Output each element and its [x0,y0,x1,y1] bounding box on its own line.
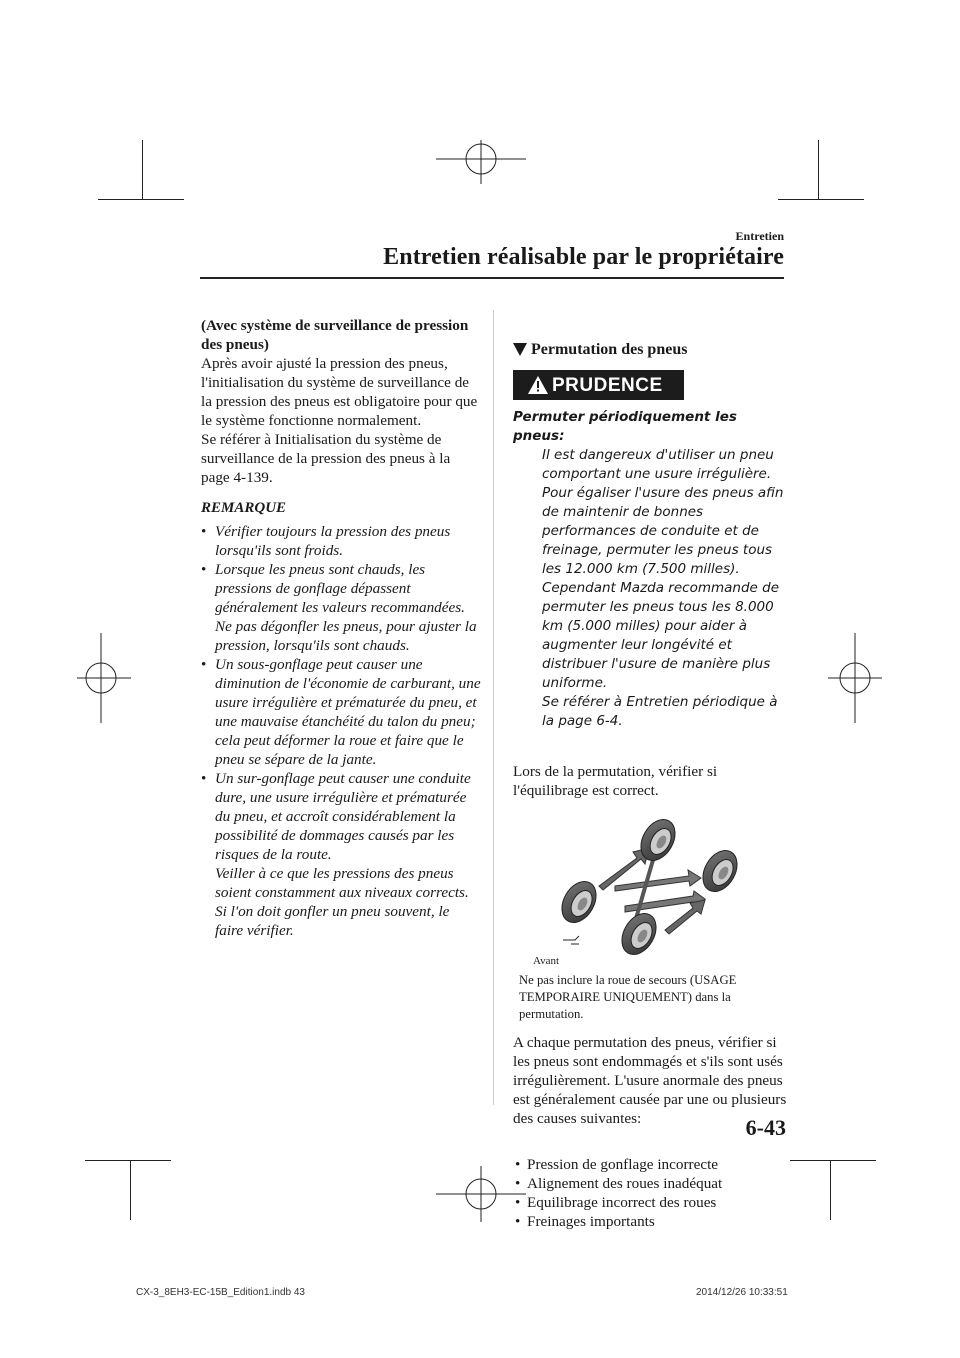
bullet-icon: • [515,1175,521,1192]
registration-mark-left [77,633,131,723]
tire [615,907,663,960]
note-item: • Lorsque les pneus sont chauds, les pressions de gonflage dépassent généralement les valeurs recommandées. Ne pas dégonfler les pneus, pour ajuster la pression, lorsqu'ils sont chauds. [201,561,477,654]
list-item: • Alignement des roues inadéquat [515,1175,723,1192]
bullet-icon: • [515,1156,521,1173]
bullet-icon: • [201,523,207,540]
bullet-icon: • [515,1213,521,1230]
list-item: • Equilibrage incorrect des roues [515,1194,717,1211]
remarque-heading: REMARQUE [201,500,287,516]
footer-timestamp: 2014/12/26 10:33:51 [696,1287,788,1298]
caution-body: Il est dangereux d'utiliser un pneu comportant une usure irrégulière. Pour égaliser l'usure des pneus afin de maintenir de bonnes performances de conduite et de freinage, permuter les pneus tous les 12.000 km (7.500 milles). Cependant Mazda recommande de permuter les pneus tous les 8.000 km (5.000 milles) pour aider à augmenter leur longévité et distribuer l'usure de manière plus uniforme. Se référer à Entretien périodique à la page 6-4. [542,447,784,729]
front-arrow-icon [563,936,579,944]
column-separator [493,310,494,1105]
left-column [201,316,481,940]
tpms-paragraph-1: Après avoir ajusté la pression des pneus, l'initialisation du système de surveillance de la pression des pneus est obligatoire pour que le système fonctionne normalement. [201,355,478,429]
header-rule [200,277,784,279]
inspect-paragraph: A chaque permutation des pneus, vérifier si les pneus sont endommagés et s'ils sont usés irrégulièrement. L'usure anormale des pneus est généralement causée par une ou plusieurs des causes suivantes: [513,1034,787,1127]
prudence-banner: PRUDENCE [513,370,684,400]
header-section: Entretien [735,229,784,243]
note-item: • Un sur-gonflage peut causer une conduite dure, une usure irrégulière et prématurée du pneu, et accroît considérablement la possibilité de dommages causés par les risques de la route. Veiller à ce que les pressions des pneus soient constamment aux niveaux corrects. Si l'on doit gonfler un pneu souvent, le faire vérifier. [201,769,481,940]
footer-file: CX-3_8EH3-EC-15B_Edition1.indb 43 [136,1287,305,1298]
list-item: • Pression de gonflage incorrecte [515,1156,719,1173]
list-item: • Freinages importants [515,1213,655,1230]
page-title: Entretien réalisable par le propriétaire [383,244,784,270]
tire [696,844,744,897]
note-item: • Un sous-gonflage peut causer une diminution de l'économie de carburant, une usure irrégulière et prématurée du pneu, et une mauvaise étanchéité du talon du pneu; cela peut déformer la roue et faire que le pneu se sépare de la jante. [201,656,481,768]
bullet-icon: • [201,561,207,578]
balance-paragraph: Lors de la permutation, vérifier si l'équilibrage est correct. [513,763,718,799]
right-column [513,340,788,1231]
rotation-arrow [615,870,701,891]
warning-icon [528,376,548,394]
tire [555,875,603,928]
spare-tire-caption: Ne pas inclure la roue de secours (USAGE TEMPORAIRE UNIQUEMENT) dans la permutation. [519,973,737,1021]
avant-label: Avant [533,955,560,967]
causes-list [513,1155,788,1231]
caution-heading: Permuter périodiquement les pneus: [513,409,737,444]
registration-mark-right [828,633,882,723]
registration-mark-top [436,140,526,184]
tpms-paragraph-2: Se référer à Initialisation du système de surveillance de la pression des pneus à la page 4-139. [201,431,451,486]
tire-rotation-diagram [515,818,765,968]
rotation-section-title: Permutation des pneus [513,340,788,359]
tpms-heading: (Avec système de surveillance de pression des pneus) [201,317,469,353]
note-item: • Vérifier toujours la pression des pneus lorsqu'ils sont froids. [201,523,451,559]
bullet-icon: • [201,656,207,673]
triangle-down-icon [513,343,527,356]
bullet-icon: • [201,770,207,787]
bullet-icon: • [515,1194,521,1211]
page-number: 6-43 [745,1115,786,1140]
note-item-extra: Veiller à ce que les pressions des pneus soient constamment aux niveaux corrects. Si l'on doit gonfler un pneu souvent, le faire vérifier. [215,865,469,939]
